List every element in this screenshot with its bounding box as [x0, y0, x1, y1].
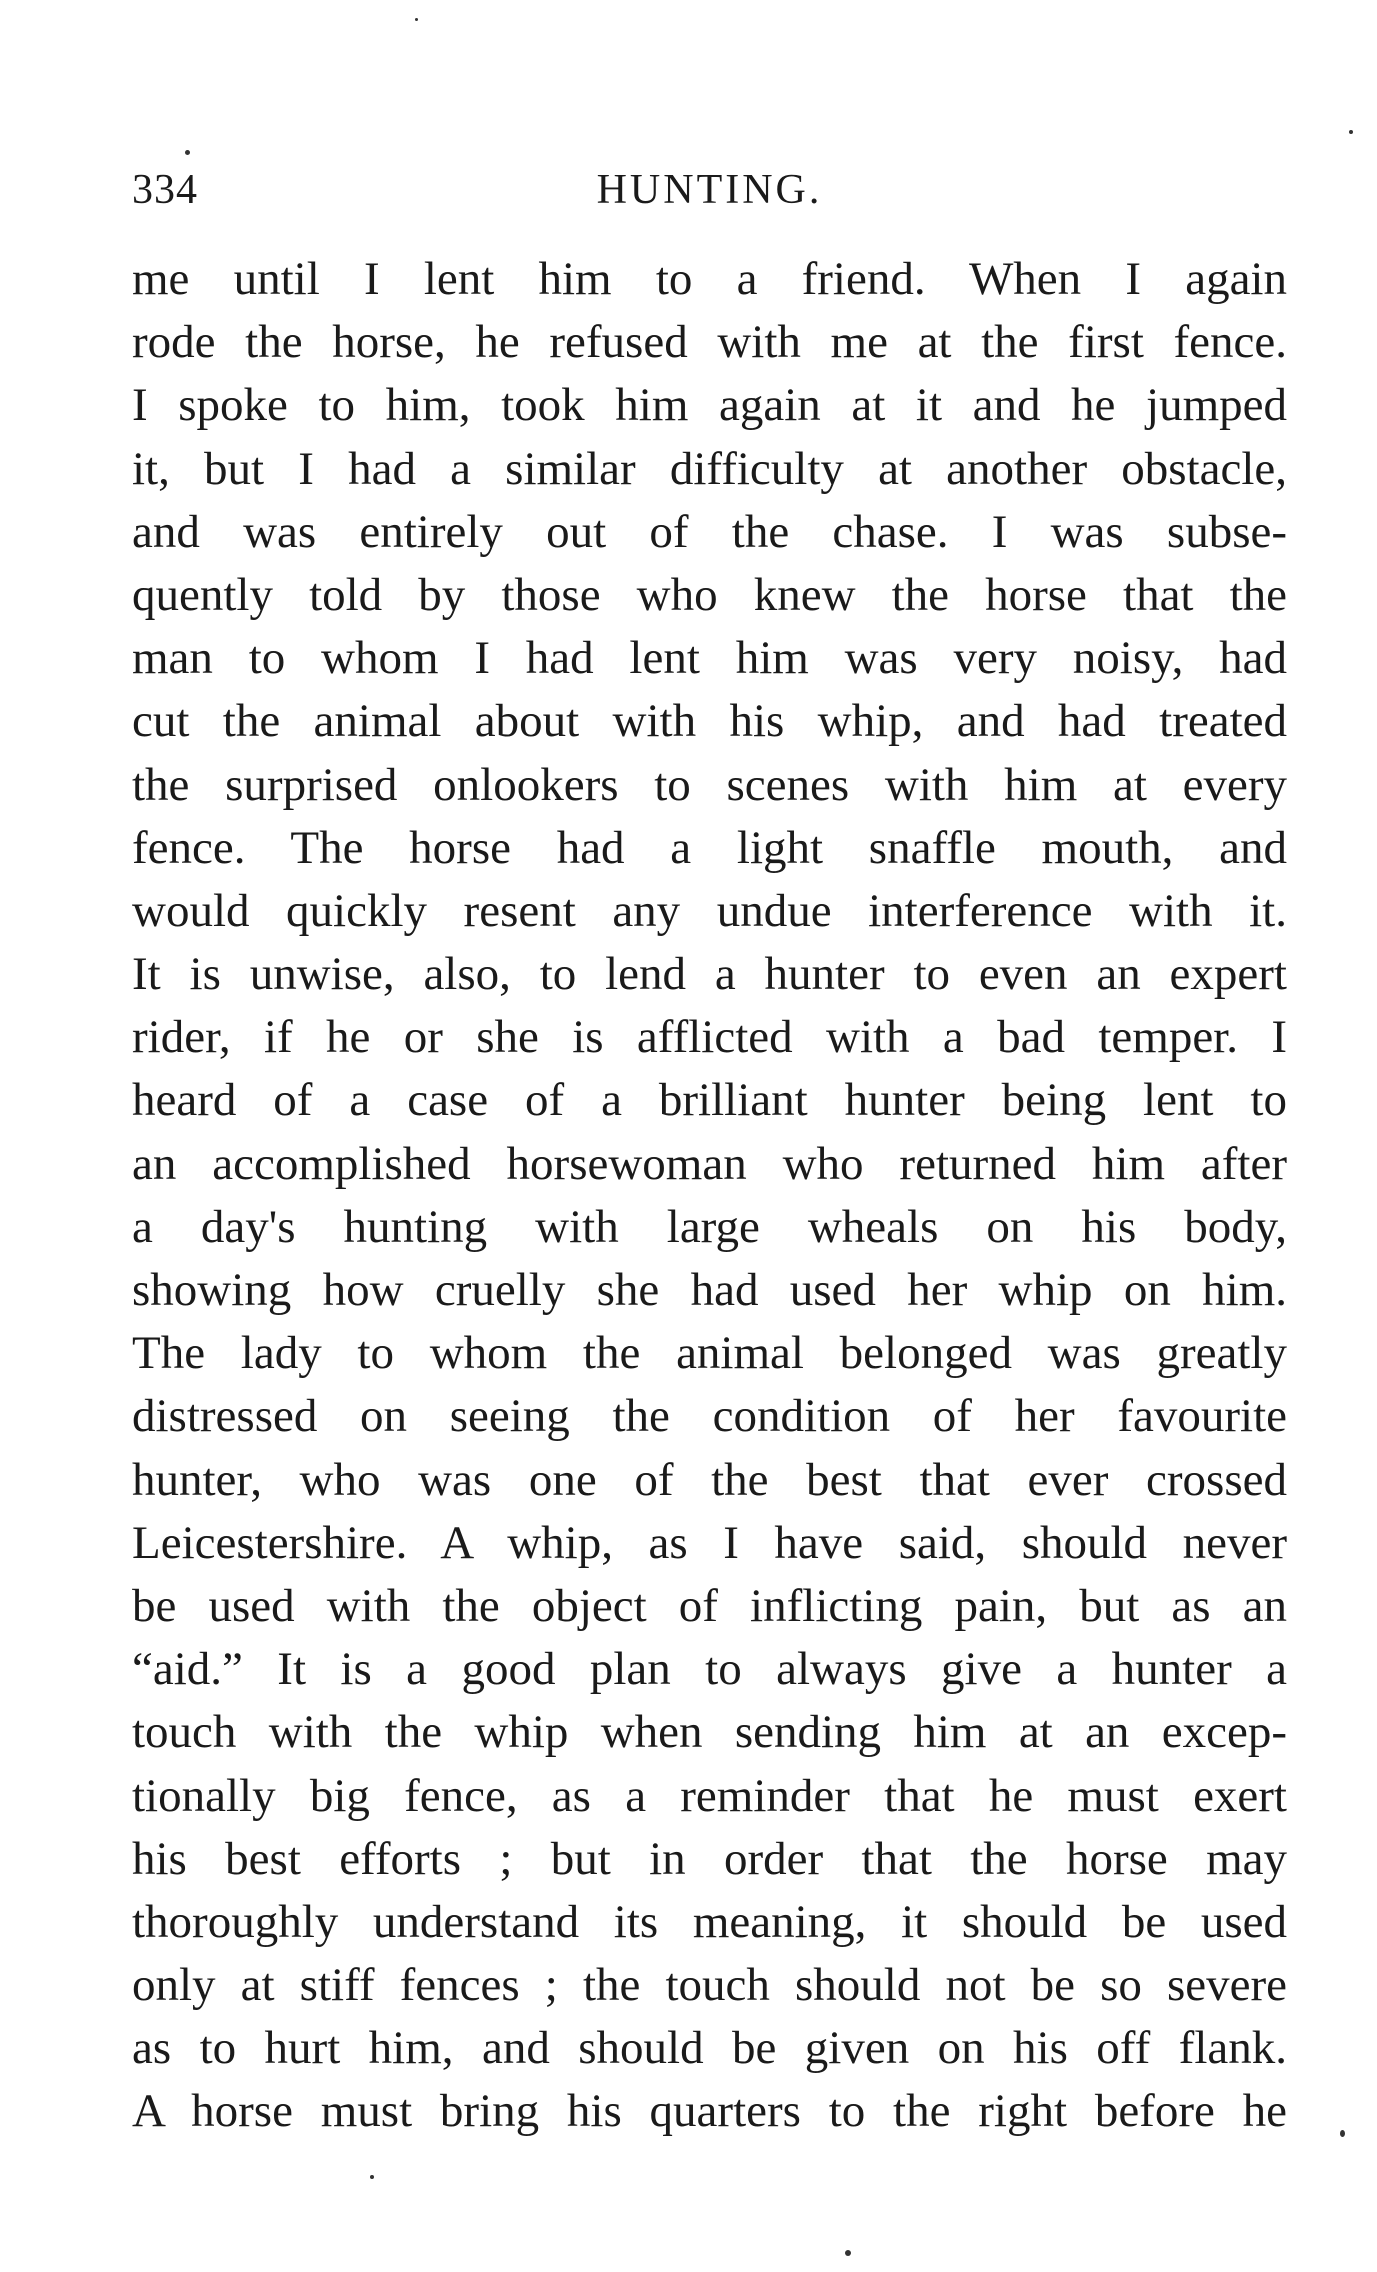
body-text: [132, 248, 1287, 2144]
running-head: [132, 166, 1287, 226]
running-title: HUNTING.: [596, 167, 823, 213]
text-line: Leicestershire. A whip, as I have said, should never: [132, 1516, 1287, 1569]
page-number: 334: [132, 167, 198, 213]
text-line: tionally big fence, as a reminder that he must exert: [132, 1769, 1287, 1822]
text-line: would quickly resent any undue interference with it.: [132, 884, 1287, 937]
text-line: only at stiff fences ; the touch should not be so severe: [132, 1959, 1287, 2012]
text-line: his best efforts ; but in order that the horse may: [132, 1832, 1287, 1885]
scan-speck: [1349, 130, 1353, 134]
text-line: “aid.” It is a good plan to always give a hunter a: [132, 1643, 1287, 1696]
text-line: me until I lent him to a friend. When I again: [132, 253, 1287, 305]
text-line: as to hurt him, and should be given on his off flank.: [132, 2022, 1287, 2075]
text-line: rode the horse, he refused with me at the first fence.: [132, 316, 1287, 369]
text-line: thoroughly understand its meaning, it should be used: [132, 1895, 1287, 1948]
text-line: quently told by those who knew the horse that the: [132, 568, 1287, 621]
text-line: The lady to whom the animal belonged was greatly: [132, 1327, 1287, 1380]
text-line: be used with the object of inflicting pain, but as an: [132, 1579, 1287, 1632]
text-line: and was entirely out of the chase. I was subse-: [132, 505, 1287, 558]
text-line: a day's hunting with large wheals on his body,: [132, 1200, 1287, 1253]
text-line: heard of a case of a brilliant hunter being lent to: [132, 1074, 1287, 1127]
scan-speck: [370, 2175, 374, 2179]
scan-speck: [845, 2250, 851, 2256]
scan-speck: [185, 150, 190, 155]
text-line: it, but I had a similar difficulty at another obstacle,: [132, 442, 1287, 495]
text-line: cut the animal about with his whip, and had treated: [132, 695, 1287, 748]
text-line: showing how cruelly she had used her whip on him.: [132, 1264, 1287, 1316]
scan-speck: [415, 18, 418, 21]
text-line: It is unwise, also, to lend a hunter to even an expert: [132, 948, 1287, 1001]
text-line: the surprised onlookers to scenes with him at every: [132, 758, 1287, 811]
scan-speck: [1340, 2130, 1345, 2137]
text-line: A horse must bring his quarters to the right before he: [132, 2085, 1287, 2138]
text-line: distressed on seeing the condition of her favourite: [132, 1390, 1287, 1443]
text-line: an accomplished horsewoman who returned him after: [132, 1137, 1287, 1190]
text-line: fence. The horse had a light snaffle mouth, and: [132, 821, 1287, 874]
text-line: touch with the whip when sending him at an excep-: [132, 1706, 1287, 1759]
text-line: hunter, who was one of the best that ever crossed: [132, 1453, 1287, 1506]
text-line: rider, if he or she is afflicted with a bad temper. I: [132, 1011, 1287, 1064]
text-line: I spoke to him, took him again at it and he jumped: [132, 379, 1287, 432]
text-line: man to whom I had lent him was very noisy, had: [132, 632, 1287, 685]
